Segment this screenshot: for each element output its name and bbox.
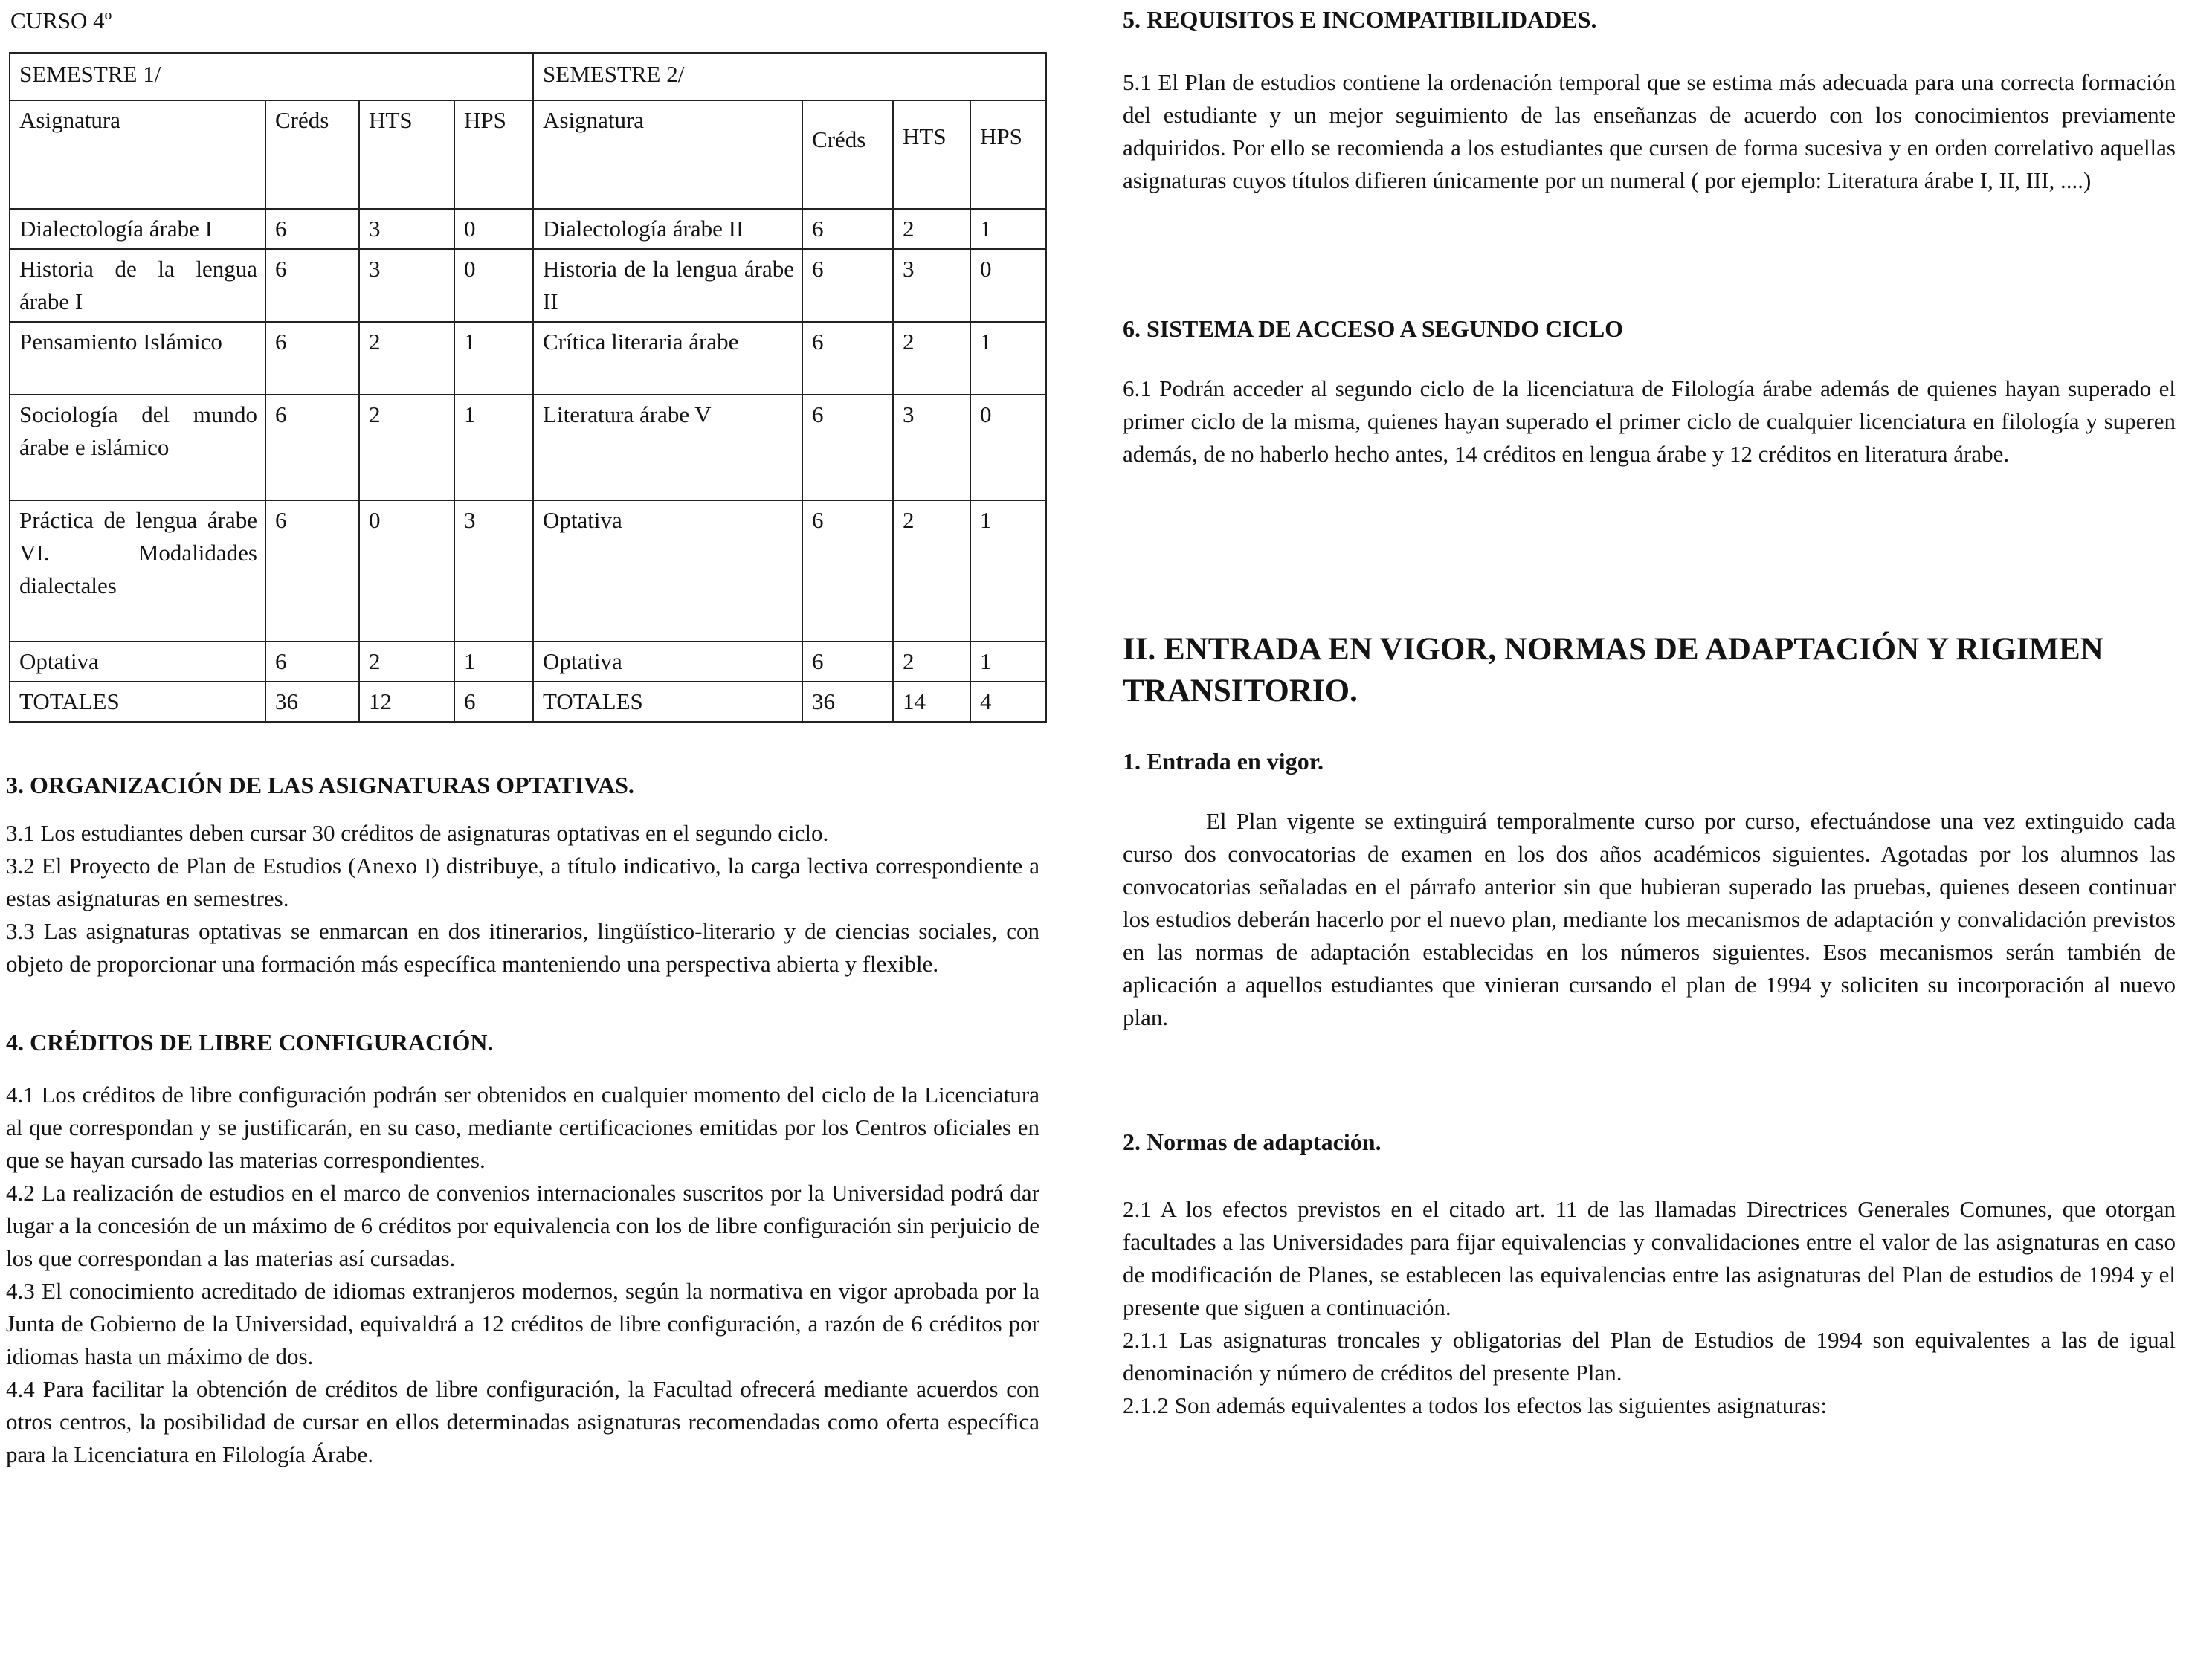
col-header-hts: HTS: [359, 100, 454, 209]
hps-cell: 1: [970, 322, 1046, 395]
semester1-label: SEMESTRE 1/: [10, 53, 533, 100]
table-row: [10, 500, 1046, 642]
totals-label: TOTALES: [533, 682, 802, 722]
subject-cell: Historia de la lengua árabe I: [10, 249, 265, 322]
subsection-1: [1123, 748, 2176, 1034]
section-5-title: 5. REQUISITOS E INCOMPATIBILIDADES.: [1123, 6, 1597, 33]
hps-cell: 1: [970, 500, 1046, 642]
creds-cell: 6: [802, 209, 893, 249]
section-ii-title: II. ENTRADA EN VIGOR, NORMAS DE ADAPTACIÓN Y RIGIMEN TRANSITORIO.: [1123, 632, 2103, 708]
hts-cell: 2: [359, 642, 454, 682]
hps-cell: 1: [970, 209, 1046, 249]
hps-cell: 0: [970, 249, 1046, 322]
paragraph-5-1: 5.1 El Plan de estudios contiene la ordenación temporal que se estima más adecuada para una correcta formación del estudiante y un mejor seguimiento de las enseñanzas de acuerdo con los conocimientos previamente adquiridos. Por ello se recomienda a los estudiantes que cursen de forma sucesiva y en orden correlativo aquellas asignaturas cuyos títulos difieren únicamente por un numeral ( por ejemplo: Literatura árabe I, II, III, ....): [1123, 69, 2176, 193]
creds-cell: 6: [265, 209, 359, 249]
hps-cell: 1: [454, 322, 533, 395]
subject-cell: Optativa: [533, 642, 802, 682]
table-row: [10, 642, 1046, 682]
subject-cell: Sociología del mundo árabe e islámico: [10, 395, 265, 500]
creds-cell: 6: [802, 322, 893, 395]
creds-cell: 6: [802, 249, 893, 322]
section-6-title: 6. SISTEMA DE ACCESO A SEGUNDO CICLO: [1123, 315, 1624, 342]
creds-cell: 6: [265, 322, 359, 395]
section-ii: [1123, 629, 2176, 712]
paragraph-2-1-2: 2.1.2 Son además equivalentes a todos los efectos las siguientes asignaturas:: [1123, 1392, 1828, 1418]
hps-cell: 3: [454, 500, 533, 642]
creds-cell: 36: [265, 682, 359, 722]
creds-cell: 6: [802, 395, 893, 500]
creds-cell: 36: [802, 682, 893, 722]
hps-cell: 1: [454, 395, 533, 500]
col-header-hps: HPS: [970, 100, 1046, 209]
subsection-2: [1123, 1128, 2176, 1422]
column-header-row: [10, 100, 1046, 209]
paragraph-entrada-vigor: El Plan vigente se extinguirá temporalmente curso por curso, efectuándose una vez extinguido cada curso dos convocatorias de examen en los dos años académicos siguientes. Agotadas por los alumnos las convocatorias señaladas en el párrafo anterior sin que hubieran superado las pruebas, quienes deseen continuar los estudios deberán hacerlo por el nuevo plan, mediante los mecanismos de adaptación y convalidación previstos en las normas de adaptación establecidas en los números siguientes. Esos mecanismos serán también de aplicación a aquellos estudiantes que vinieran cursando el plan de 1994 y soliciten su incorporación al nuevo plan.: [1123, 808, 2176, 1030]
subsection-1-title: 1. Entrada en vigor.: [1123, 748, 1324, 775]
table-row: [10, 209, 1046, 249]
hps-cell: 1: [970, 642, 1046, 682]
paragraph-2-1: 2.1 A los efectos previstos en el citado art. 11 de las llamadas Directrices Generales Comunes, que otorgan facultades a las Universidades para fijar equivalencias y convalidaciones entre el valor de las asignaturas en caso de modificación de Planes, se establecen las equivalencias entre las asignaturas del Plan de estudios de 1994 y el presente que siguen a continuación.: [1123, 1196, 2176, 1320]
section-4-title: 4. CRÉDITOS DE LIBRE CONFIGURACIÓN.: [6, 1029, 494, 1056]
course-plan-table: [9, 52, 1047, 723]
col-header-hps: HPS: [454, 100, 533, 209]
subsection-2-title: 2. Normas de adaptación.: [1123, 1128, 1382, 1155]
subject-cell: Historia de la lengua árabe II: [533, 249, 802, 322]
section-5: [1123, 6, 2176, 197]
hps-cell: 1: [454, 642, 533, 682]
hts-cell: 2: [893, 209, 970, 249]
subject-cell: Práctica de lengua árabe VI. Modalidades dialectales: [10, 500, 265, 642]
subject-cell: Pensamiento Islámico: [10, 322, 265, 395]
creds-cell: 6: [265, 500, 359, 642]
section-4: [6, 1029, 1039, 1471]
subject-cell: Dialectología árabe II: [533, 209, 802, 249]
subject-cell: Dialectología árabe I: [10, 209, 265, 249]
paragraph-4-4: 4.4 Para facilitar la obtención de créditos de libre configuración, la Facultad ofrecerá mediante acuerdos con otros centros, la posibilidad de cursar en ellos determinadas asignaturas recomendadas como oferta específica para la Licenciatura en Filología Árabe.: [6, 1376, 1039, 1467]
hts-cell: 3: [893, 249, 970, 322]
creds-cell: 6: [802, 500, 893, 642]
hps-cell: 0: [454, 209, 533, 249]
col-header-creds: Créds: [802, 100, 893, 209]
paragraph-6-1: 6.1 Podrán acceder al segundo ciclo de la licenciatura de Filología árabe además de quienes hayan superado el primer ciclo de la misma, quienes hayan superado el primer ciclo de cualquier licenciatura en filología y superen además, de no haberlo hecho antes, 14 créditos en lengua árabe y 12 créditos en literatura árabe.: [1123, 375, 2176, 467]
hps-cell: 4: [970, 682, 1046, 722]
hts-cell: 3: [359, 249, 454, 322]
hts-cell: 2: [893, 500, 970, 642]
hts-cell: 12: [359, 682, 454, 722]
creds-cell: 6: [265, 395, 359, 500]
col-header-asignatura: Asignatura: [10, 100, 265, 209]
curso-label: CURSO 4º: [10, 7, 112, 33]
hts-cell: 2: [359, 322, 454, 395]
creds-cell: 6: [265, 642, 359, 682]
hps-cell: 0: [970, 395, 1046, 500]
section-3-title: 3. ORGANIZACIÓN DE LAS ASIGNATURAS OPTATIVAS.: [6, 772, 634, 798]
semester-header-row: [10, 53, 1046, 100]
table-row: [10, 395, 1046, 500]
paragraph-3-2: 3.2 El Proyecto de Plan de Estudios (Anexo I) distribuye, a título indicativo, la carga lectiva correspondiente a estas asignaturas en semestres.: [6, 853, 1039, 911]
col-header-creds: Créds: [265, 100, 359, 209]
table-row: [10, 249, 1046, 322]
hts-cell: 2: [893, 642, 970, 682]
paragraph-4-2: 4.2 La realización de estudios en el marco de convenios internacionales suscritos por la Universidad podrá dar lugar a la concesión de un máximo de 6 créditos por equivalencia con los de libre configuración sin perjuicio de los que correspondan a las materias así cursadas.: [6, 1180, 1039, 1271]
hts-cell: 2: [893, 322, 970, 395]
col-header-hts: HTS: [893, 100, 970, 209]
subject-cell: Literatura árabe V: [533, 395, 802, 500]
totals-label: TOTALES: [10, 682, 265, 722]
paragraph-3-3: 3.3 Las asignaturas optativas se enmarcan en dos itinerarios, lingüístico-literario y de ciencias sociales, con objeto de proporcionar una formación más específica manteniendo una perspectiva abierta y flexible.: [6, 918, 1039, 977]
section-3: [6, 772, 1039, 980]
table-row: [10, 322, 1046, 395]
subject-cell: Optativa: [10, 642, 265, 682]
hts-cell: 3: [359, 209, 454, 249]
creds-cell: 6: [265, 249, 359, 322]
col-header-asignatura: Asignatura: [533, 100, 802, 209]
paragraph-2-1-1: 2.1.1 Las asignaturas troncales y obligatorias del Plan de Estudios de 1994 son equivalentes a las de igual denominación y número de créditos del presente Plan.: [1123, 1327, 2176, 1386]
subject-cell: Optativa: [533, 500, 802, 642]
semester2-label: SEMESTRE 2/: [533, 53, 1046, 100]
hps-cell: 6: [454, 682, 533, 722]
paragraph-4-3: 4.3 El conocimiento acreditado de idiomas extranjeros modernos, según la normativa en vigor aprobada por la Junta de Gobierno de la Universidad, equivaldrá a 12 créditos de libre configuración, a razón de 6 créditos por idiomas hasta un máximo de dos.: [6, 1278, 1039, 1369]
section-6: [1123, 315, 2176, 471]
hts-cell: 14: [893, 682, 970, 722]
totals-row: [10, 682, 1046, 722]
creds-cell: 6: [802, 642, 893, 682]
hps-cell: 0: [454, 249, 533, 322]
hts-cell: 3: [893, 395, 970, 500]
hts-cell: 0: [359, 500, 454, 642]
paragraph-4-1: 4.1 Los créditos de libre configuración podrán ser obtenidos en cualquier momento del ciclo de la Licenciatura al que correspondan y se justificarán, en su caso, mediante certificaciones emitidas por los Centros oficiales en que se hayan cursado las materias correspondientes.: [6, 1082, 1039, 1173]
hts-cell: 2: [359, 395, 454, 500]
subject-cell: Crítica literaria árabe: [533, 322, 802, 395]
paragraph-3-1: 3.1 Los estudiantes deben cursar 30 créditos de asignaturas optativas en el segundo ciclo.: [6, 820, 829, 846]
